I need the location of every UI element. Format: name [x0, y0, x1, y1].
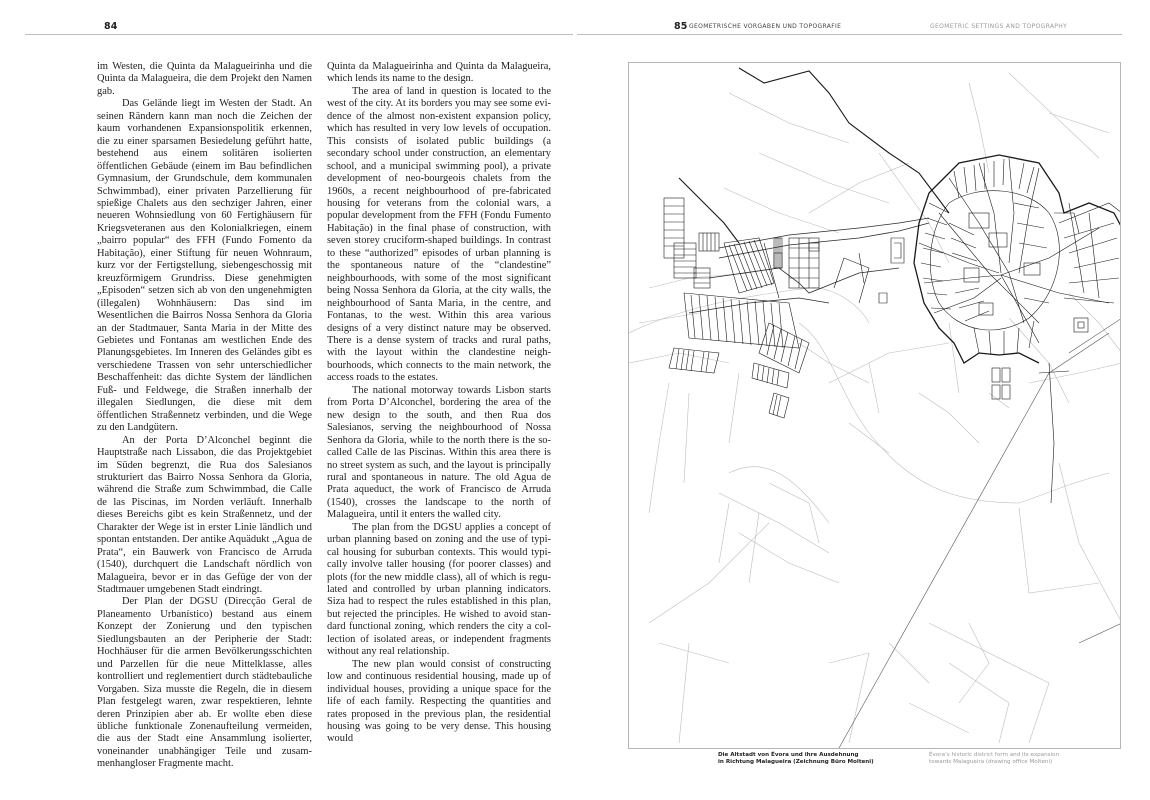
- paragraph: The new plan would consist of constructing low and continuous residential housing, made up of individual houses, providing a unique space for the life of each family. Respecting the quantities and rates proposed in the previous plan, the residential housing was going to be very dense. This housing would: [327, 658, 551, 745]
- aqueduct-line: [679, 68, 949, 243]
- caption-line: towards Malagueira (drawing office Molteni): [929, 758, 1053, 765]
- paragraph: Das Gelände liegt im Westen der Stadt. An seinen Rändern kann man noch die Zeichen der kaum vorhandenen Expansionspolitik erkennen, die zu einer sparsamen Besiedelung geführt hatte, bestehend aus einem solitären isolierten öffentlichen Gebäude (einem im Bau befindlichen Gymnasium, der Grundschule, dem kommunalen Schwimmbad), einer privaten Parzellierung für spießige Chalets aus den sechziger Jahren, einer neueren Wohnsiedlung von 60 Fertighäusern für Kriegsveteranen aus den Kolonialkriegen, einem „bairro popular“ des FFH (Fundo Fomento da Habitação), einer Stiftung für neuen Wohnraum, kurz vor der Fertigstellung, siebengeschossig mit kreuzförmigem Grundriss. Diese genehmigten „Episoden“ setzen sich ab von den ungenehmigten (illegalen) Wohnhäusern: Das sind im Wesentlichen die Bairros Nossa Senhora da Gloria an der Stadtmauer, Santa Maria in der Mitte des Gebietes und Fontanas am westlichen Ende des Planungsgebietes. Im Inneren des Geländes gibt es verschiedene Trassen von sehr unterschiedlicher Beschaffenheit: das dichte System der ländlichen Fuß- und Feldwege, die Straßen innerhalb der illegalen Siedlungen, die diese mit dem öffentlichen Straßennetz verbinden, und die Wege zu den Landgütern.: [97, 98, 312, 434]
- paragraph: The area of land in question is located to the west of the city. At its borders you may see some evidence of the almost non-existent expansion policy, which has resulted in very low levels of occupation. This consists of isolated public buildings (a secondary school under construction, an elementary school, and a municipal swimming pool), a private development of neo-bourgeois chalets from the 1960s, a recent neighbourhood of pre-fabricated housing for veterans from the colonial wars, a popular development from the FFH (Fondu Fumento Habitação) in the final phase of construction, with seven storey cruciform-shaped buildings. In contrast to these “authorized” episodes of urban planning is the spontaneous nature of the “clandestine” neighbourhoods, with some of the most significant being Nossa Senhora da Gloria, at the city walls, the neighbourhood of Santa Maria, in the centre, and Fontanas, to the west. Within this area various designs of a very distinct nature may be observed. There is a dense system of tracks and rural paths, with the layout within the clandestine neighbourhoods, which connects to the main network, the access roads to the estates.: [327, 85, 551, 384]
- right-page-number: 85: [674, 21, 688, 32]
- english-text-column: [327, 61, 551, 746]
- paragraph: Quinta da Malagueirinha and Quinta da Malagueira, which lends its name to the design.: [327, 61, 551, 85]
- figure-caption-english: [929, 752, 1059, 766]
- paragraph: im Westen, die Quinta da Malagueirinha und die Quinta da Malagueira, die dem Projekt den Namen gab.: [97, 61, 312, 97]
- map-drawing: [629, 63, 1121, 749]
- caption-line: Die Altstadt von Évora und ihre Ausdehnung: [718, 752, 859, 758]
- caption-line: Évora’s historic district form and its expansion: [929, 752, 1060, 758]
- paragraph: The national motorway towards Lisbon starts from Porta D’Alconchel, bordering the area of the new design to the south, and then Rua dos Salesianos, serving the neighbourhood of Nossa Senhora da Gloria, while to the north there is the so-called Calle de las Piscinas. Within this area there is no street system as such, and the layout is principally rural and spontaneous in nature. The old Agua de Prata aqueduct, the work of Francisco de Arruda (1540), crosses the landscape to the north of Malagueira, until it enters the walled city.: [327, 384, 551, 521]
- figure-caption-german: [718, 752, 874, 766]
- left-page-number: 84: [104, 21, 118, 32]
- running-title-english: GEOMETRIC SETTINGS AND TOPOGRAPHY: [930, 23, 1068, 30]
- caption-line: in Richtung Malagueira (Zeichnung Büro Molteni): [718, 758, 874, 765]
- header-rule-right: [577, 34, 1122, 35]
- light-road-network: [629, 73, 1121, 743]
- paragraph: An der Porta D’Alconchel beginnt die Hauptstraße nach Lissabon, die das Projektgebiet im Süden begrenzt, die Rua dos Salesianos strukturiert das Bairro Nossa Senhora da Gloria, während die Straße zum Schwimmbad, die Calle de las Piscinas, im Norden verläuft. Innerhalb dieses Bereichs gibt es kein Straßennetz, und der Charakter der Wege ist in erster Linie ländlich und spontan entstanden. Der antike Aquädukt „Agua de Prata“, ein Bauwerk von Francisco de Arruda (1540), durchquert die Landschaft nördlich von Malagueira, bevor er in das Gefüge der von der Stadtmauer umgebenen Stadt eindringt.: [97, 434, 312, 596]
- paragraph: Der Plan der DGSU (Direcção Geral de Planeamento Urbanístico) bestand aus einem Konzept der Zonierung und den typischen Siedlungsbauten an der Peripherie der Stadt: Hochhäuser für die armen Bevölkerungsschichten und Parzellen für die neue Mittelklasse, alles kontrolliert und reglementiert durch städtebauliche Vorgaben. Siza musste die Regeln, die in diesem Plan festgelegt waren, zwar respektieren, lehnte deren Prinzipien aber ab. Er wollte eben diese übliche funktionale Zonenaufteilung vermeiden, die aus der Stadt eine Ansammlung isolierter, voneinander unabhängiger Teile und zusammenhangloser Fragmente macht.: [97, 596, 312, 770]
- header-rule-left: [25, 34, 573, 35]
- evora-map-figure: [628, 62, 1121, 749]
- running-title-german: GEOMETRISCHE VORGABEN UND TOPOGRAFIE: [689, 23, 842, 30]
- paragraph: The plan from the DGSU applies a concept of urban planning based on zoning and the use of typical housing for suburban contexts. This would typically involve taller housing (for poorer classes) and plots (for the new middle class), all of which is regulated and controlled by urban planning indicators. Siza had to respect the rules established in this plan, but rejected the principles. He wished to avoid standard functional zoning, which renders the city a collection of isolated areas, or independent fragments without any real relationship.: [327, 521, 551, 658]
- german-text-column: [97, 61, 312, 771]
- evora-city-wall: [914, 155, 1121, 363]
- malagueira-housing-blocks: [664, 198, 904, 418]
